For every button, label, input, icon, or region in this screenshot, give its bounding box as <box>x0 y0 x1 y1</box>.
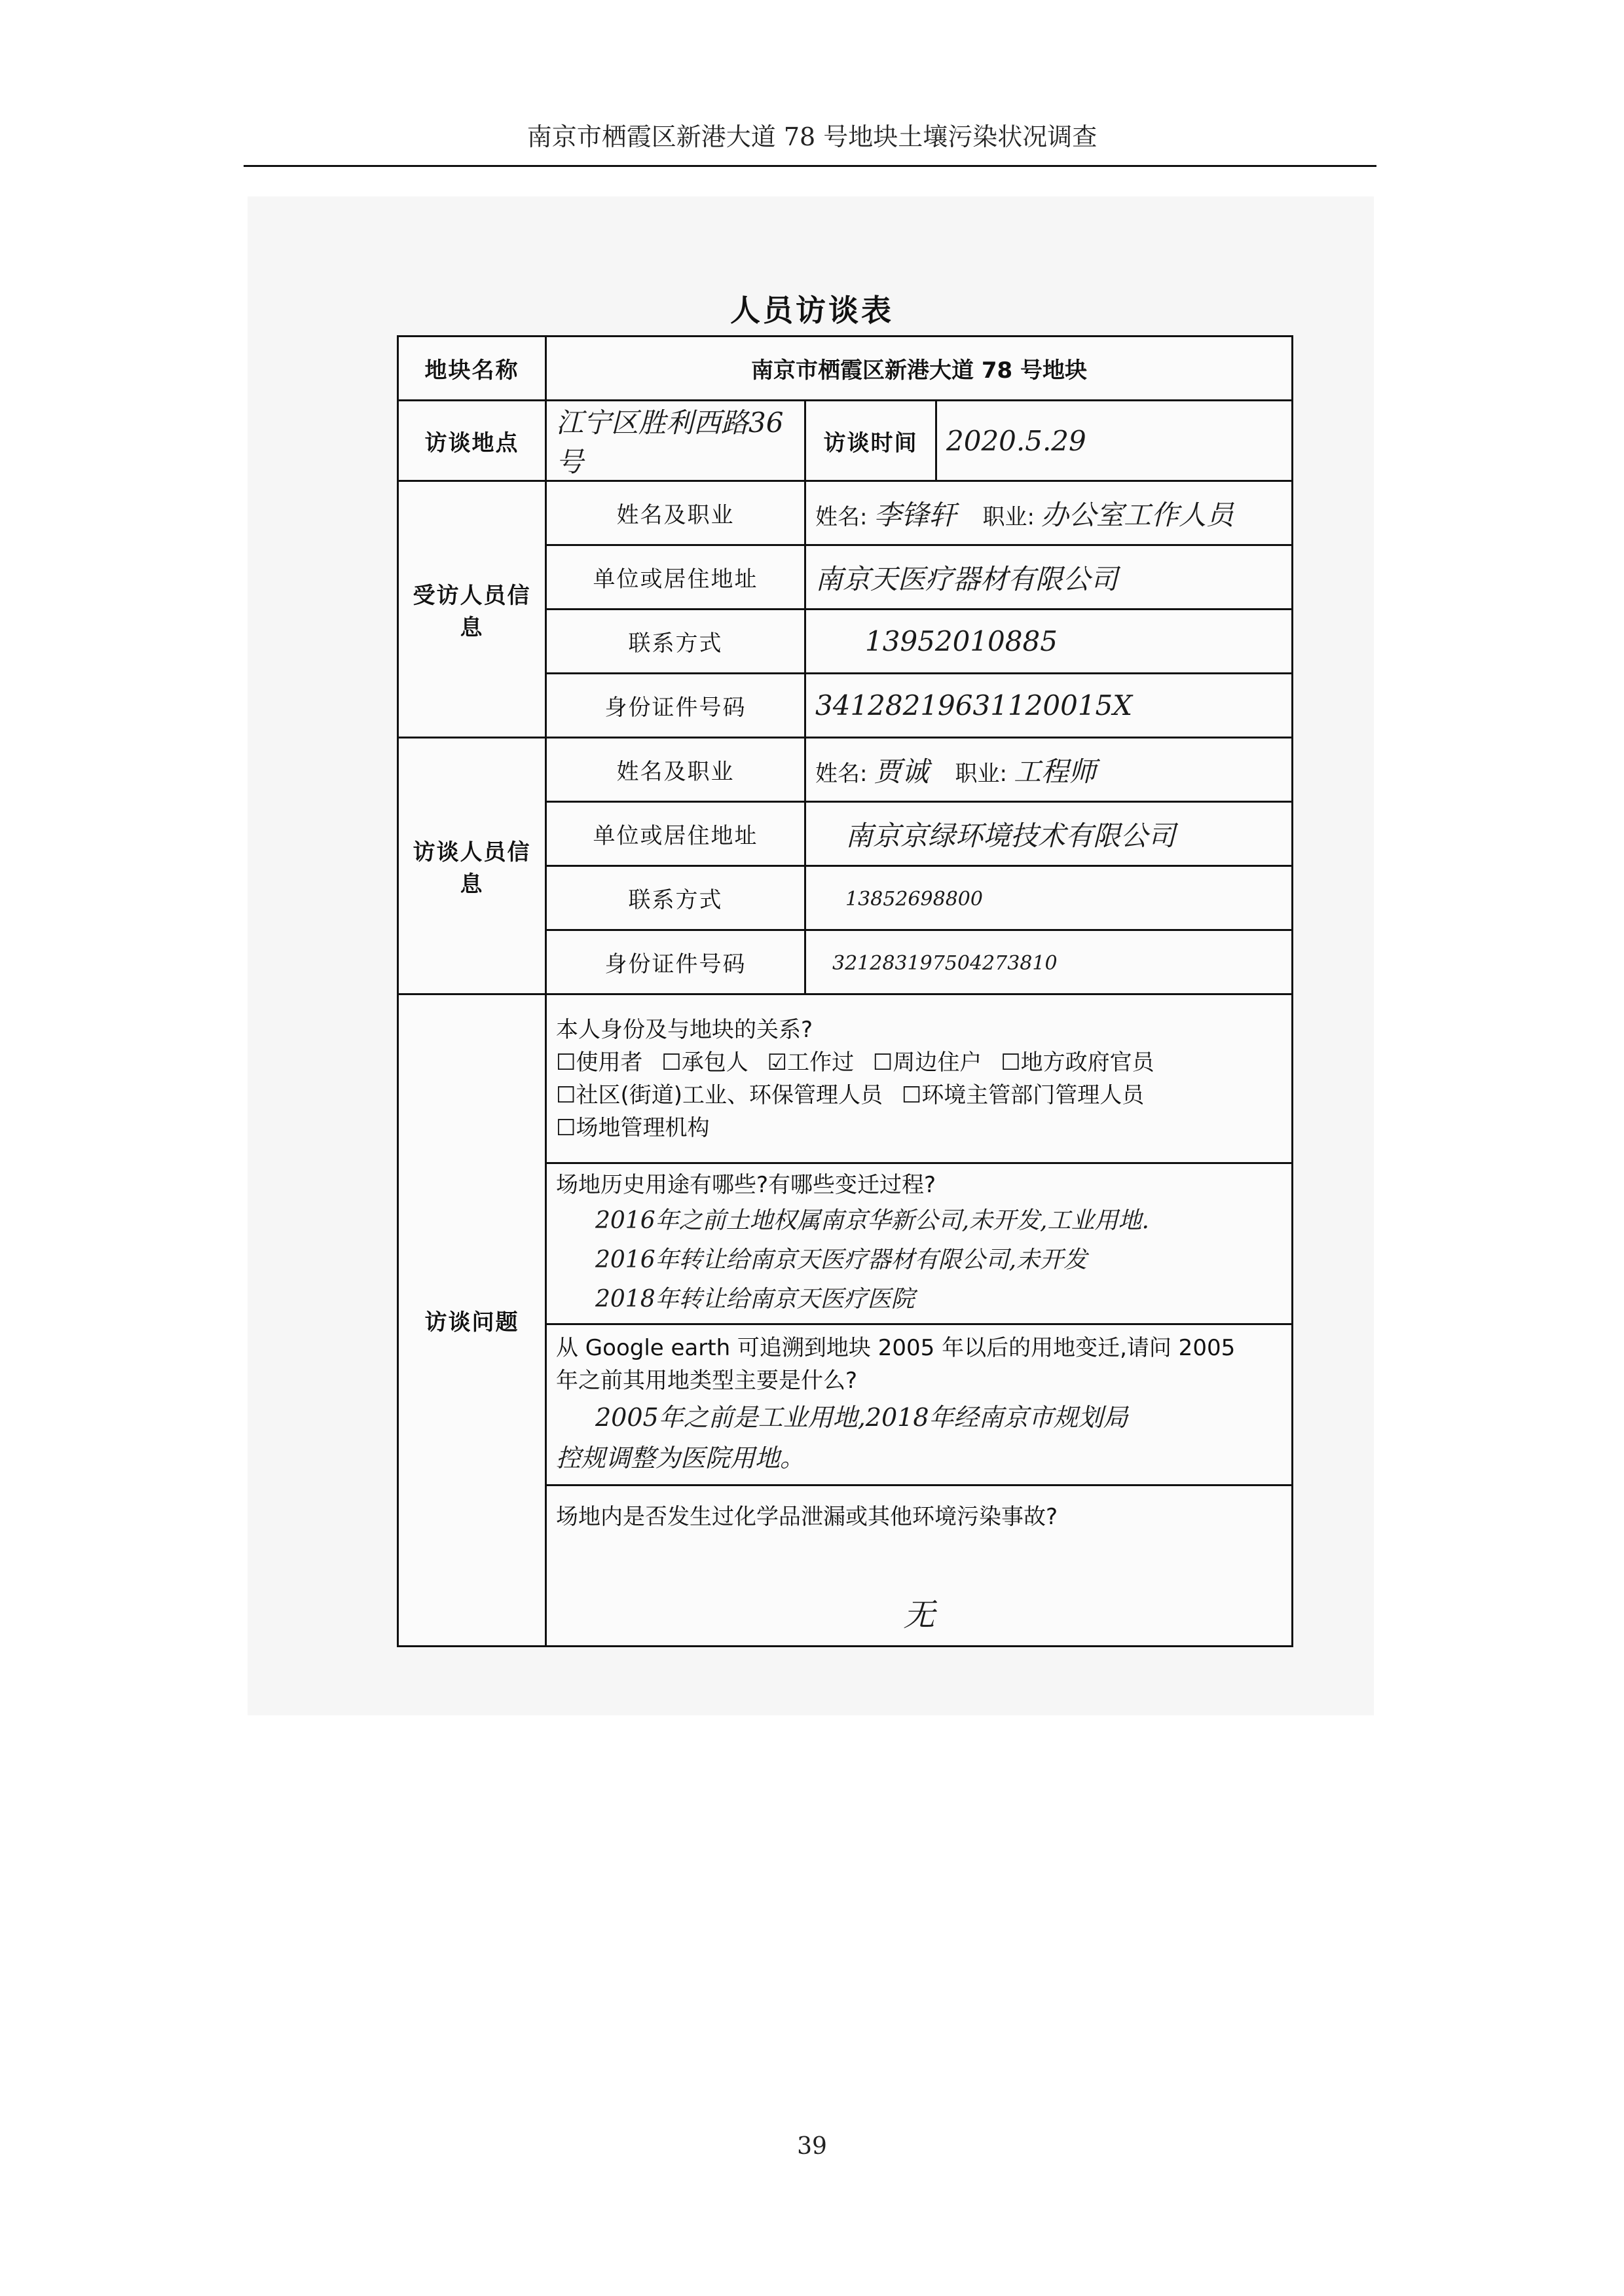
interviewer-contact: 13852698800 <box>845 887 983 911</box>
q4-cell <box>546 1485 1293 1647</box>
interviewer-group-label: 访谈人员信息 <box>398 738 546 994</box>
option-worked[interactable]: ☑工作过 <box>767 1049 855 1076</box>
interviewee-unit-cell <box>805 545 1293 610</box>
q1-options-row1 <box>556 1046 1282 1079</box>
q1-options-row2 <box>556 1079 1282 1112</box>
checked-checkbox-icon: ☑ <box>767 1049 788 1076</box>
option-nearby-resident[interactable]: ☐周边住户 <box>872 1049 982 1076</box>
q2-answer-line: 2018年转让给南京天医疗医院 <box>595 1285 915 1313</box>
form-title: 人员访谈表 <box>730 293 894 328</box>
q3-answer-line: 控规调整为医院用地。 <box>556 1443 805 1472</box>
interviewee-name-row <box>398 481 1293 545</box>
option-env-department-manager[interactable]: ☐环境主管部门管理人员 <box>901 1082 1145 1108</box>
page-number: 39 <box>797 2133 827 2160</box>
interviewer-name-job-label: 姓名及职业 <box>546 738 805 802</box>
interviewer-unit: 南京京绿环境技术有限公司 <box>845 819 1176 852</box>
interviewer-contact-label: 联系方式 <box>546 866 805 930</box>
interviewee-id-label: 身份证件号码 <box>546 674 805 738</box>
interviewee-group-label: 受访人员信息 <box>398 481 546 738</box>
interviewer-contact-cell <box>805 866 1293 930</box>
header-divider <box>244 165 1376 167</box>
interviewer-job: 工程师 <box>1013 755 1096 788</box>
interviewer-id: 321283197504273810 <box>832 951 1058 975</box>
interviewee-unit-label: 单位或居住地址 <box>546 545 805 610</box>
interviewee-name-job-value <box>805 481 1293 545</box>
q3-cell <box>546 1324 1293 1485</box>
interviewer-job-prefix: 职业: <box>955 760 1007 787</box>
q3-answer-line: 2005年之前是工业用地,2018年经南京市规划局 <box>595 1402 1128 1432</box>
interviewee-id-cell <box>805 674 1293 738</box>
interviewer-unit-cell <box>805 802 1293 866</box>
interviewee-name: 李锋轩 <box>874 498 957 531</box>
interviewer-name-job-value <box>805 738 1293 802</box>
time-label: 访谈时间 <box>805 401 936 481</box>
option-site-management[interactable]: ☐场地管理机构 <box>556 1114 710 1141</box>
checkbox-icon: ☐ <box>556 1082 576 1108</box>
page-header: 南京市栖霞区新港大道 78 号地块土壤污染状况调查 <box>526 122 1098 151</box>
location-value: 江宁区胜利西路36号 <box>556 407 784 478</box>
checkbox-icon: ☐ <box>1001 1049 1021 1076</box>
location-value-cell <box>546 401 805 481</box>
q2-answer-line: 2016年之前土地权属南京华新公司,未开发,工业用地. <box>595 1207 1149 1234</box>
q1-cell <box>546 994 1293 1163</box>
time-value: 2020.5.29 <box>946 424 1086 457</box>
checkbox-icon: ☐ <box>872 1049 893 1076</box>
questions-label: 访谈问题 <box>398 994 546 1647</box>
plot-name-value: 南京市栖霞区新港大道 78 号地块 <box>546 337 1293 401</box>
plot-name-row <box>398 337 1293 401</box>
checkbox-icon: ☐ <box>556 1049 576 1076</box>
option-contractor[interactable]: ☐承包人 <box>661 1049 748 1076</box>
interviewer-name: 贾诚 <box>874 755 929 788</box>
interviewee-name-prefix: 姓名: <box>815 503 868 530</box>
q1-options-row3 <box>556 1112 1282 1144</box>
interviewee-contact-cell <box>805 610 1293 674</box>
option-user[interactable]: ☐使用者 <box>556 1049 643 1076</box>
interview-form-table <box>397 335 1293 1647</box>
plot-name-label: 地块名称 <box>398 337 546 401</box>
q2-cell <box>546 1163 1293 1324</box>
q2-question: 场地历史用途有哪些?有哪些变迁过程? <box>556 1171 936 1198</box>
checkbox-icon: ☐ <box>661 1049 682 1076</box>
q3-question-line2: 年之前其用地类型主要是什么? <box>556 1367 858 1394</box>
checkbox-icon: ☐ <box>556 1114 576 1141</box>
interviewer-name-prefix: 姓名: <box>815 760 868 787</box>
interviewee-job-prefix: 职业: <box>982 503 1035 530</box>
interviewee-id: 34128219631120015X <box>815 689 1133 721</box>
checkbox-icon: ☐ <box>901 1082 922 1108</box>
interviewer-name-row <box>398 738 1293 802</box>
option-local-official[interactable]: ☐地方政府官员 <box>1001 1049 1154 1076</box>
interviewee-contact: 13952010885 <box>865 625 1058 657</box>
q3-question-line1: 从 Google earth 可追溯到地块 2005 年以后的用地变迁,请问 2005 <box>556 1334 1236 1361</box>
interviewee-unit: 南京天医疗器材有限公司 <box>815 562 1118 595</box>
location-label: 访谈地点 <box>398 401 546 481</box>
q2-answer-line: 2016年转让给南京天医疗器材有限公司,未开发 <box>595 1246 1088 1273</box>
interviewer-id-label: 身份证件号码 <box>546 930 805 994</box>
interviewer-id-cell <box>805 930 1293 994</box>
option-community-manager[interactable]: ☐社区(街道)工业、环保管理人员 <box>556 1082 883 1108</box>
time-value-cell <box>936 401 1293 481</box>
q1-row <box>398 994 1293 1163</box>
location-time-row <box>398 401 1293 481</box>
interviewee-job: 办公室工作人员 <box>1041 498 1234 531</box>
interviewer-unit-label: 单位或居住地址 <box>546 802 805 866</box>
q4-question: 场地内是否发生过化学品泄漏或其他环境污染事故? <box>556 1503 1058 1530</box>
q4-answer: 无 <box>903 1596 935 1633</box>
interviewee-contact-label: 联系方式 <box>546 610 805 674</box>
q1-question: 本人身份及与地块的关系? <box>556 1016 813 1043</box>
interviewee-name-job-label: 姓名及职业 <box>546 481 805 545</box>
